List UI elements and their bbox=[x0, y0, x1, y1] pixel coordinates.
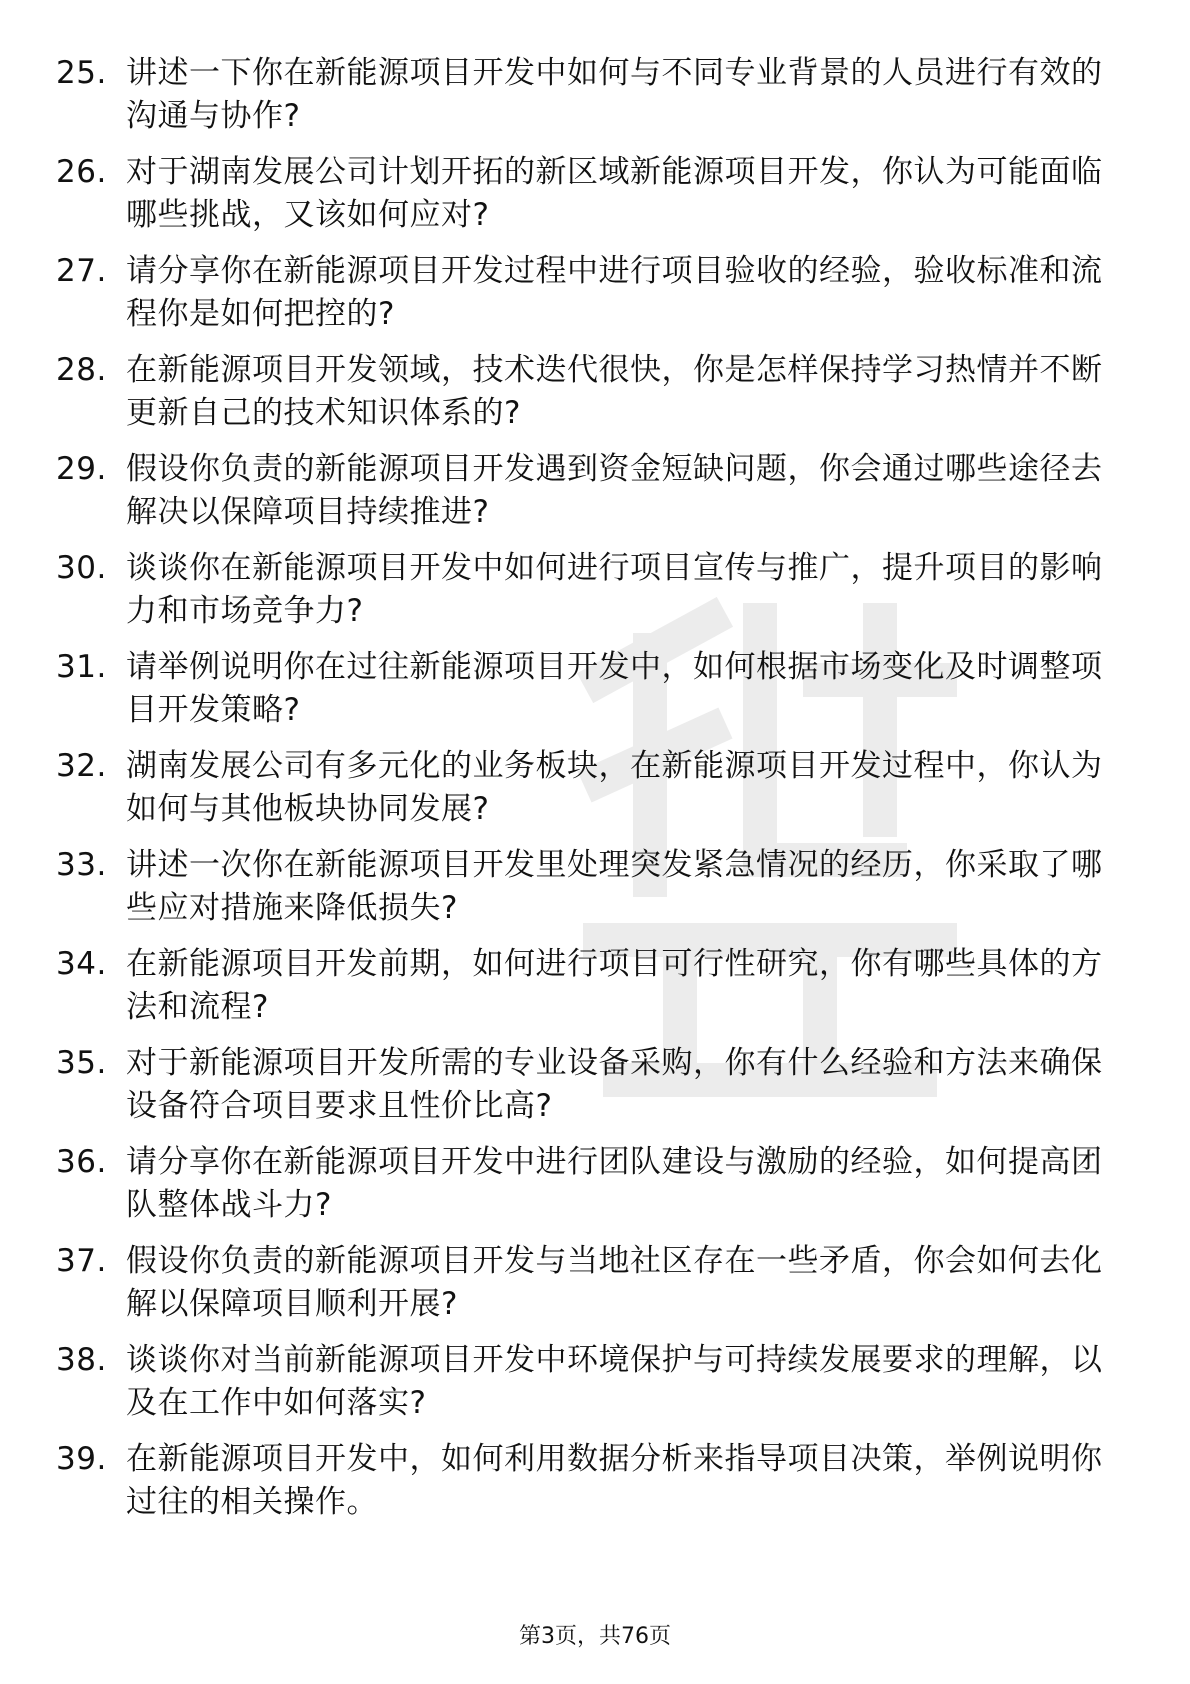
question-text: 对于湖南发展公司计划开拓的新区域新能源项目开发，你认为可能面临哪些挑战，又该如何应对? bbox=[126, 154, 1103, 233]
question-item bbox=[56, 547, 1116, 633]
question-item bbox=[56, 1141, 1116, 1227]
question-number: 35. bbox=[56, 1045, 107, 1081]
question-item bbox=[56, 943, 1116, 1029]
question-number: 34. bbox=[56, 946, 107, 982]
question-number: 37. bbox=[56, 1243, 107, 1279]
question-number: 31. bbox=[56, 649, 107, 685]
question-item bbox=[56, 52, 1116, 138]
question-text: 对于新能源项目开发所需的专业设备采购，你有什么经验和方法来确保设备符合项目要求且性价比高? bbox=[126, 1045, 1103, 1124]
question-item bbox=[56, 250, 1116, 336]
question-text: 讲述一下你在新能源项目开发中如何与不同专业背景的人员进行有效的沟通与协作? bbox=[126, 55, 1103, 134]
question-number: 32. bbox=[56, 748, 107, 784]
question-number: 38. bbox=[56, 1342, 107, 1378]
question-item bbox=[56, 349, 1116, 435]
question-text: 假设你负责的新能源项目开发与当地社区存在一些矛盾，你会如何去化解以保障项目顺利开展? bbox=[126, 1243, 1103, 1322]
question-text: 在新能源项目开发中，如何利用数据分析来指导项目决策，举例说明你过往的相关操作。 bbox=[126, 1441, 1103, 1520]
question-number: 26. bbox=[56, 154, 107, 190]
question-item bbox=[56, 448, 1116, 534]
question-text: 在新能源项目开发领域，技术迭代很快，你是怎样保持学习热情并不断更新自己的技术知识体系的? bbox=[126, 352, 1103, 431]
question-text: 请分享你在新能源项目开发过程中进行项目验收的经验，验收标准和流程你是如何把控的? bbox=[126, 253, 1103, 332]
question-number: 33. bbox=[56, 847, 107, 883]
question-text: 讲述一次你在新能源项目开发里处理突发紧急情况的经历，你采取了哪些应对措施来降低损失? bbox=[126, 847, 1103, 926]
question-item bbox=[56, 844, 1116, 930]
question-item bbox=[56, 1339, 1116, 1425]
question-number: 28. bbox=[56, 352, 107, 388]
question-item bbox=[56, 1438, 1116, 1524]
question-text: 请举例说明你在过往新能源项目开发中，如何根据市场变化及时调整项目开发策略? bbox=[126, 649, 1103, 728]
question-number: 25. bbox=[56, 55, 107, 91]
question-item bbox=[56, 1042, 1116, 1128]
question-number: 30. bbox=[56, 550, 107, 586]
question-list bbox=[56, 52, 1116, 1537]
question-number: 27. bbox=[56, 253, 107, 289]
question-number: 36. bbox=[56, 1144, 107, 1180]
question-text: 请分享你在新能源项目开发中进行团队建设与激励的经验，如何提高团队整体战斗力? bbox=[126, 1144, 1103, 1223]
question-number: 39. bbox=[56, 1441, 107, 1477]
page-number-label: 第3页，共76页 bbox=[519, 1624, 671, 1649]
page-footer bbox=[0, 1622, 1190, 1652]
question-item bbox=[56, 151, 1116, 237]
question-text: 谈谈你在新能源项目开发中如何进行项目宣传与推广，提升项目的影响力和市场竞争力? bbox=[126, 550, 1103, 629]
question-item bbox=[56, 745, 1116, 831]
question-text: 湖南发展公司有多元化的业务板块，在新能源项目开发过程中，你认为如何与其他板块协同发展? bbox=[126, 748, 1103, 827]
question-text: 假设你负责的新能源项目开发遇到资金短缺问题，你会通过哪些途径去解决以保障项目持续推进? bbox=[126, 451, 1103, 530]
question-number: 29. bbox=[56, 451, 107, 487]
question-text: 谈谈你对当前新能源项目开发中环境保护与可持续发展要求的理解，以及在工作中如何落实? bbox=[126, 1342, 1103, 1421]
question-item bbox=[56, 646, 1116, 732]
question-text: 在新能源项目开发前期，如何进行项目可行性研究，你有哪些具体的方法和流程? bbox=[126, 946, 1103, 1025]
question-item bbox=[56, 1240, 1116, 1326]
